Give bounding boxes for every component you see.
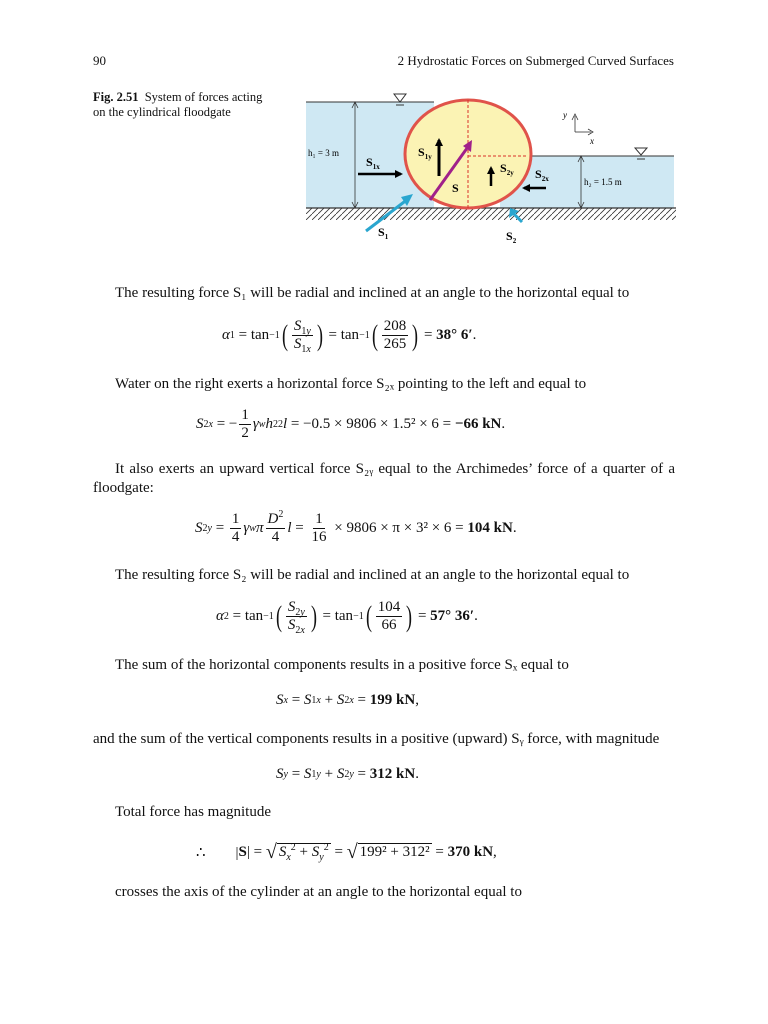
- s2x-label: $S_{2x}$: [535, 167, 549, 183]
- equation-sy: S y = S 1y + S 2y = 312 kN .: [276, 766, 419, 782]
- equation-total-s: ∴ | S | = √ $S_x^2 + S_y^2$ = √ 199² + 312² = 370 kN ,: [196, 841, 497, 863]
- page-number: 90: [93, 53, 106, 68]
- h2-label: h₂ = 1.5 m: [584, 177, 622, 187]
- figure-caption: [93, 90, 268, 120]
- paragraph-5: The sum of the horizontal components results in a positive force Sₓ equal to: [115, 657, 569, 673]
- equation-s2y: S 2y = $\frac{1}{4}$ γ w π $\frac{D^2}{4}$ l = $\frac{1}{16}$ × 9806 × π × 3² × 6 = 104 kN .: [195, 509, 517, 545]
- eq1-result: 38° 6′: [436, 327, 473, 343]
- equation-sx: S x = S 1x + S 2x = 199 kN ,: [276, 692, 419, 708]
- paragraph-7: Total force has magnitude: [115, 804, 271, 820]
- figure-label: Fig. 2.51: [93, 90, 139, 104]
- paragraph-1: The resulting force S₁ will be radial and inclined at an angle to the horizontal equal to: [115, 285, 630, 301]
- s1-label: $S_1$: [378, 225, 389, 241]
- ground: [306, 208, 676, 220]
- s2y-label: $S_{2y}$: [500, 161, 514, 177]
- paragraph-6: and the sum of the vertical components results in a positive (upward) Sᵧ force, with magnitude: [93, 731, 660, 747]
- h1-label: h₁ = 3 m: [308, 148, 339, 158]
- figure-caption-text: System of forces acting on the cylindrical floodgate: [93, 90, 263, 119]
- equation-alpha2: α 2 = tan −1 ( $\frac{S_{2y}}{S_{2x}}$ ) = tan −1 ( $\frac{104}{66}$ ) = 57° 36′ .: [216, 599, 478, 636]
- eq3-expression: × 9806 × π × 3² × 6 =: [334, 520, 464, 536]
- axis-x-label: x: [590, 136, 594, 146]
- eq4-result: 57° 36′: [430, 608, 475, 624]
- paragraph-8: crosses the axis of the cylinder at an angle to the horizontal equal to: [115, 884, 522, 900]
- eq2-expression: = −0.5 × 9806 × 1.5² × 6 =: [290, 416, 452, 432]
- s1y-label: $S_{1y}$: [418, 145, 432, 161]
- s-label: S: [452, 181, 459, 195]
- eq5-result: 199 kN: [369, 692, 416, 708]
- s1x-label: $S_{1x}$: [366, 155, 380, 171]
- eq3-result: 104 kN: [467, 520, 513, 536]
- s2-label: $S_2$: [506, 229, 517, 245]
- eq7-result: 370 kN: [447, 843, 494, 860]
- running-header: 2 Hydrostatic Forces on Submerged Curved Surfaces: [397, 53, 674, 68]
- paragraph-2: Water on the right exerts a horizontal force S₂ₓ pointing to the left and equal to: [115, 376, 587, 392]
- eq2-result: −66 kN: [454, 416, 502, 432]
- eq1-denominator: 265: [383, 336, 407, 352]
- paragraph-3: It also exerts an upward vertical force S₂ᵧ equal to the Archimedes’ force of a quarter of a floodgate:: [93, 461, 675, 496]
- floodgate-figure: [300, 88, 676, 248]
- eq7-radicand: 199² + 312²: [359, 844, 430, 860]
- eq1-numerator: 208: [383, 318, 407, 334]
- eq4-numerator: 104: [377, 599, 401, 615]
- equation-s2x: S 2x = − $\frac{1}{2}$ γ w h 2 2 l = −0.5 × 9806 × 1.5² × 6 = −66 kN .: [196, 407, 506, 441]
- equation-alpha1: α 1 = tan −1 ( $\frac{S_{1y}}{S_{1x}}$ ) = tan −1 ( $\frac{208}{265}$ ) = 38° 6′ .: [222, 318, 477, 355]
- coordinate-axes: [572, 114, 593, 135]
- eq6-result: 312 kN: [369, 766, 416, 782]
- paragraph-4: The resulting force S₂ will be radial and inclined at an angle to the horizontal equal to: [115, 567, 630, 583]
- eq4-denominator: 66: [381, 617, 397, 633]
- axis-y-label: y: [563, 110, 567, 120]
